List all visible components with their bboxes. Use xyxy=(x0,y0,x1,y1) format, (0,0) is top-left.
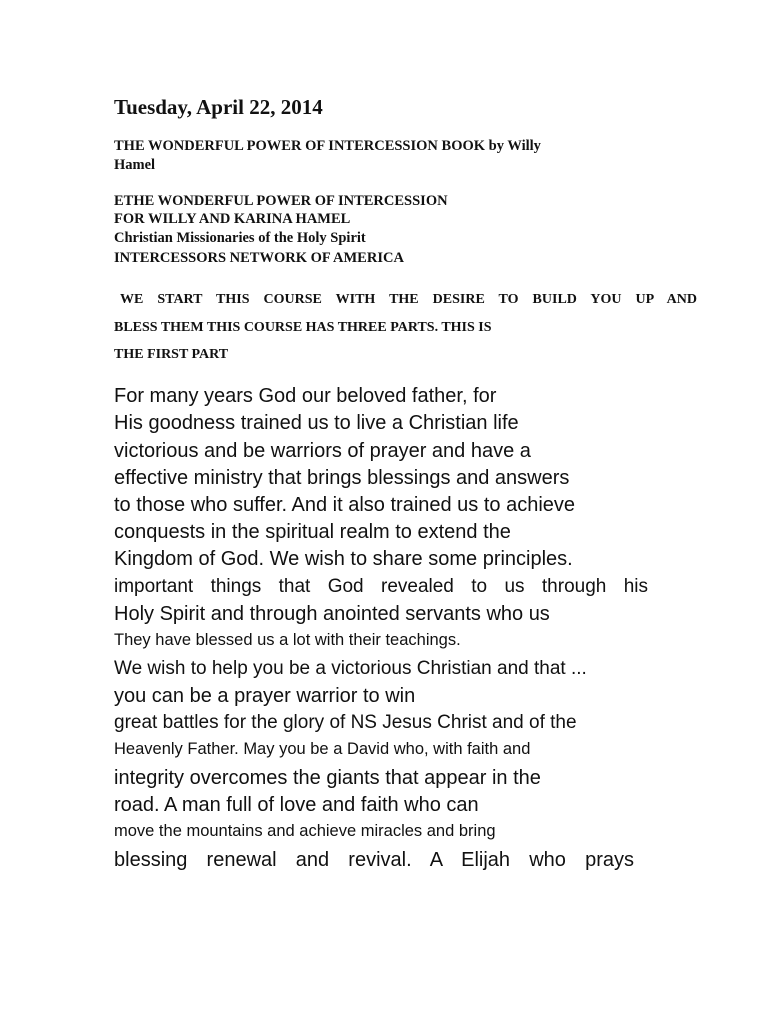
body-line-2: His goodness trained us to live a Christian life xyxy=(114,412,519,434)
body-line-18: blessing renewal and revival. A Elijah who prays xyxy=(114,849,634,871)
intro-line-3: THE FIRST PART xyxy=(114,347,229,362)
body-line-8: important things that God revealed to us through his xyxy=(114,576,648,597)
body-line-16: road. A man full of love and faith who can xyxy=(114,794,479,816)
post-date: Tuesday, April 22, 2014 xyxy=(114,95,323,119)
body-line-1: For many years God our beloved father, for xyxy=(114,385,497,407)
body-line-5: to those who suffer. And it also trained us to achieve xyxy=(114,494,576,516)
heading-line-3: Christian Missionaries of the Holy Spirit xyxy=(114,230,366,246)
body-line-3: victorious and be warriors of prayer and have a xyxy=(114,440,531,462)
body-line-11: We wish to help you be a victorious Christian and that ... xyxy=(114,658,587,679)
heading-line-1: ETHE WONDERFUL POWER OF INTERCESSION xyxy=(114,193,448,209)
body-line-13: great battles for the glory of NS Jesus Christ and of the xyxy=(114,712,577,733)
body-line-4: effective ministry that brings blessings and answers xyxy=(114,467,570,489)
body-line-6: conquests in the spiritual realm to extend the xyxy=(114,521,511,543)
body-line-12: you can be a prayer warrior to win xyxy=(114,685,416,707)
body-line-9: Holy Spirit and through anointed servants who us xyxy=(114,603,550,625)
intro-line-2: BLESS THEM THIS COURSE HAS THREE PARTS. THIS IS xyxy=(114,320,492,335)
body-line-17: move the mountains and achieve miracles and bring xyxy=(114,822,496,840)
post-title-line-2: Hamel xyxy=(114,157,156,173)
heading-line-2: FOR WILLY AND KARINA HAMEL xyxy=(114,211,351,227)
body-line-7: Kingdom of God. We wish to share some principles. xyxy=(114,548,573,570)
body-line-10: They have blessed us a lot with their teachings. xyxy=(114,631,461,649)
body-line-15: integrity overcomes the giants that appear in the xyxy=(114,767,541,789)
intro-line-1: WE START THIS COURSE WITH THE DESIRE TO BUILD YOU UP AND xyxy=(120,292,697,307)
post-title-line-1: THE WONDERFUL POWER OF INTERCESSION BOOK by Willy xyxy=(114,138,541,154)
body-line-14: Heavenly Father. May you be a David who, with faith and xyxy=(114,740,531,758)
heading-line-4: INTERCESSORS NETWORK OF AMERICA xyxy=(114,250,404,266)
